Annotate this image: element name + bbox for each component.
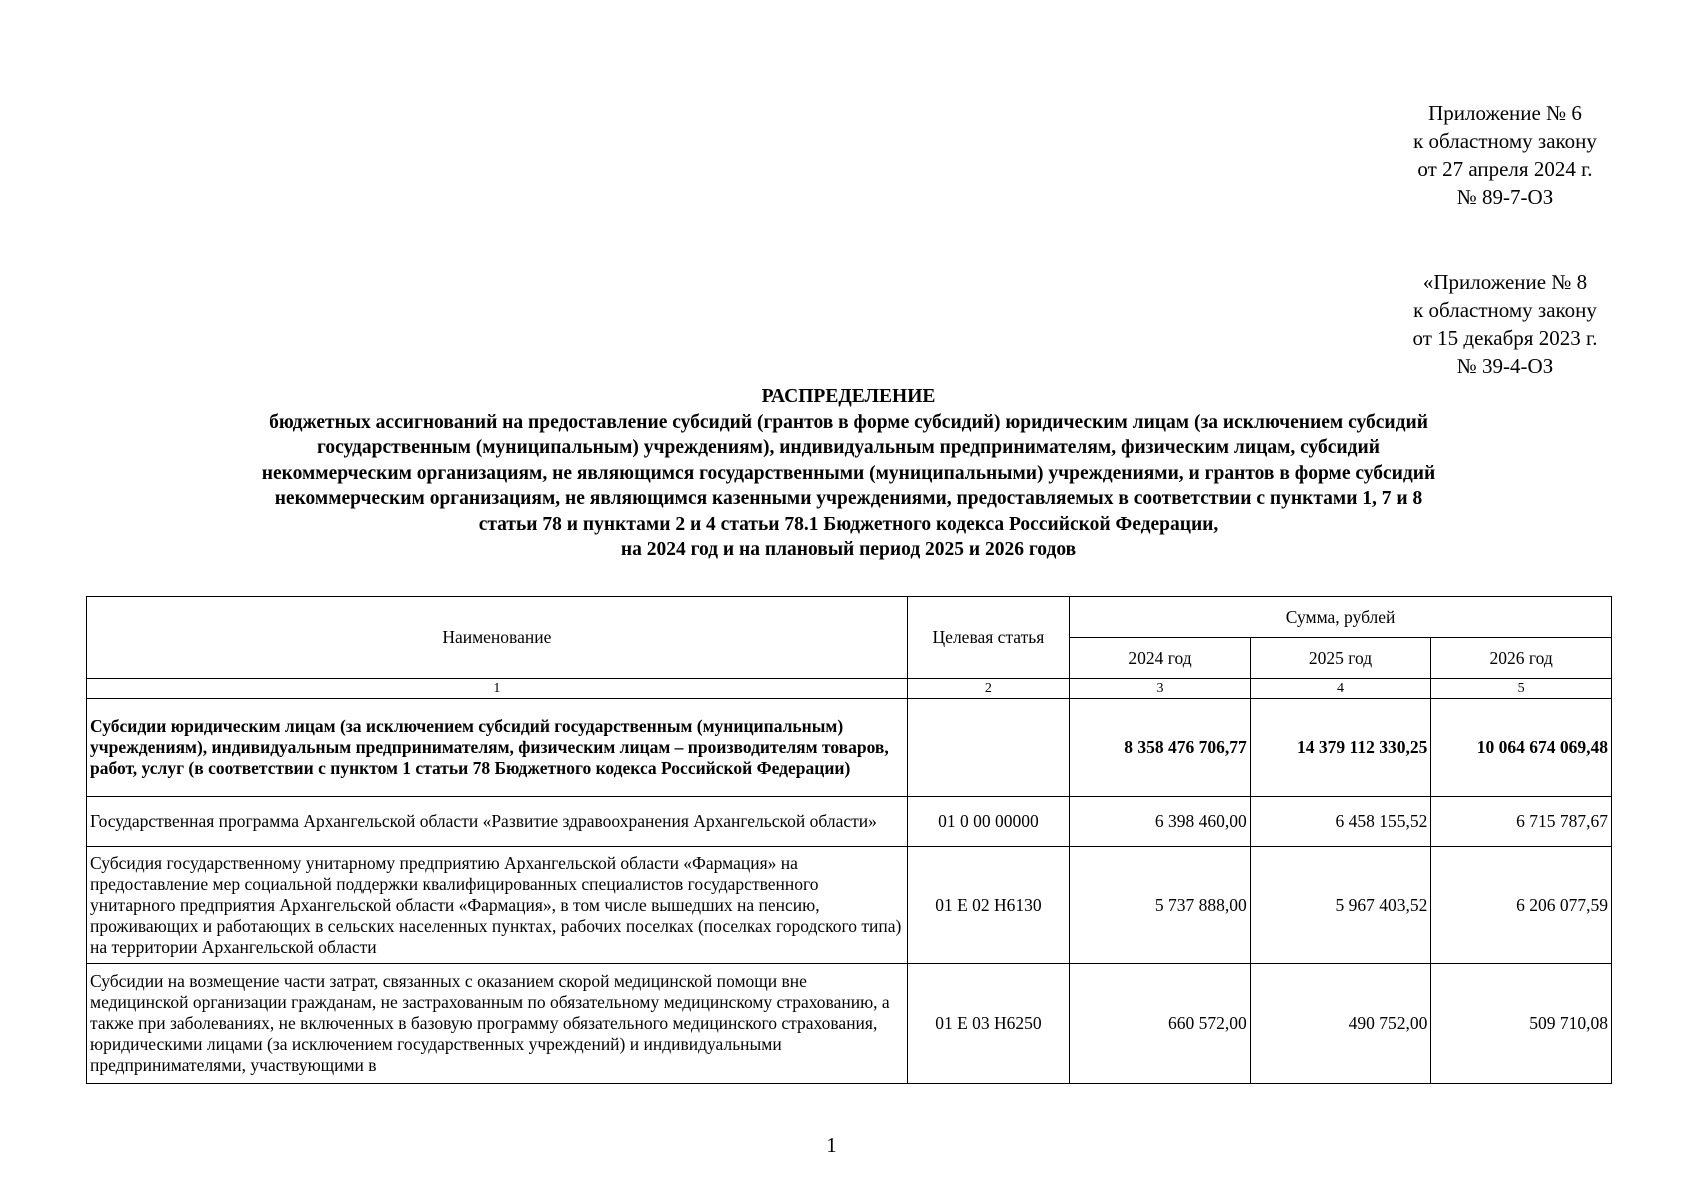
appendix-amended-line: к областному закону [1413, 298, 1597, 322]
appendix-current-line: № 89-7-ОЗ [1456, 185, 1554, 209]
row-name-clip [90, 964, 904, 1083]
header-name: Наименование [87, 597, 908, 679]
appendix-amended-line: № 39-4-ОЗ [1456, 354, 1554, 378]
title-line: на 2024 год и на плановый период 2025 и 2026 годов [620, 539, 1077, 560]
column-number: 1 [87, 679, 908, 699]
appendix-current-line: Приложение № 6 [1428, 101, 1582, 125]
title-line: бюджетных ассигнований на предоставление субсидий (грантов в форме субсидий) юридическим лицам (за исключением субсидий [269, 411, 1428, 433]
header-year-2025: 2025 год [1250, 638, 1431, 679]
row-amount-2026: 6 206 077,59 [1431, 847, 1612, 964]
row-amount-2024: 5 737 888,00 [1070, 847, 1251, 964]
column-number: 4 [1250, 679, 1431, 699]
row-amount-2025: 6 458 155,52 [1250, 797, 1431, 847]
header-sum: Сумма, рублей [1070, 597, 1612, 638]
row-name-cell [87, 964, 908, 1084]
title-line: государственным (муниципальным) учреждениям), индивидуальным предпринимателям, физическим лицам, субсидий [316, 437, 1380, 458]
row-name: Государственная программа Архангельской области «Развитие здравоохранения Архангельской области» [87, 797, 908, 847]
row-name: Субсидии юридическим лицам (за исключением субсидий государственным (муниципальным) учреждениям), индивидуальным предпринимателям, физическим лицам – производителям товаров, работ, услуг (в соответствии с пунктом 1 статьи 78 Бюджетного кодекса Российской Федерации) [87, 699, 908, 797]
appendix-current-line: к областному закону [1413, 129, 1597, 153]
column-number-row [87, 679, 1612, 699]
appendix-amended-line: «Приложение № 8 [1422, 270, 1588, 294]
row-code: 01 0 00 00000 [907, 797, 1070, 847]
table-row [87, 847, 1612, 964]
header-year-2024: 2024 год [1070, 638, 1251, 679]
appendix-amended-reference [1355, 268, 1655, 380]
column-number: 2 [907, 679, 1070, 699]
row-amount-2024: 660 572,00 [1070, 964, 1251, 1084]
row-amount-2024: 8 358 476 706,77 [1070, 699, 1251, 797]
column-number: 5 [1431, 679, 1612, 699]
row-amount-2025: 490 752,00 [1250, 964, 1431, 1084]
row-name: Субсидии на возмещение части затрат, связанных с оказанием скорой медицинской помощи вне медицинской организации гражданам, не застрахованным по обязательному медицинскому страхованию, а также при заболеваниях, не включенных в базовую программу обязательного медицинского страхования, юридическими лицами (за исключением государственных учреждений) и индивидуальными предпринимателями, участвующими в [90, 971, 890, 1075]
title-line: некоммерческим организациям, не являющимся государственными (муниципальными) учреждениями, и грантов в форме субсидий [261, 462, 1436, 484]
page-number: 1 [826, 1133, 837, 1157]
row-amount-2025: 14 379 112 330,25 [1250, 699, 1431, 797]
header-year-2026: 2026 год [1431, 638, 1612, 679]
document-title [100, 384, 1597, 563]
row-code [907, 699, 1070, 797]
row-amount-2026: 509 710,08 [1431, 964, 1612, 1084]
row-name: Субсидия государственному унитарному предприятию Архангельской области «Фармация» на предоставление мер социальной поддержки квалифицированных специалистов государственного унитарного предприятия Архангельской области «Фармация», в том числе вышедших на пенсию, проживающих и работающих в сельских населенных пунктах, рабочих поселках (поселках городского типа) на территории Архангельской области [87, 847, 908, 964]
row-amount-2026: 10 064 674 069,48 [1431, 699, 1612, 797]
table-row [87, 964, 1612, 1084]
row-code: 01 Е 03 Н6250 [907, 964, 1070, 1084]
table-row [87, 699, 1612, 797]
appendix-current-reference [1355, 99, 1655, 211]
header-code: Целевая статья [907, 597, 1070, 679]
row-code: 01 Е 02 Н6130 [907, 847, 1070, 964]
title-line: статьи 78 и пунктами 2 и 4 статьи 78.1 Бюджетного кодекса Российской Федерации, [478, 513, 1219, 535]
row-amount-2026: 6 715 787,67 [1431, 797, 1612, 847]
table-row [87, 797, 1612, 847]
row-amount-2025: 5 967 403,52 [1250, 847, 1431, 964]
appendix-current-line: от 27 апреля 2024 г. [1417, 157, 1593, 181]
table-header-row [87, 597, 1612, 638]
row-amount-2024: 6 398 460,00 [1070, 797, 1251, 847]
appendix-amended-line: от 15 декабря 2023 г. [1412, 326, 1598, 350]
budget-allocation-table [86, 596, 1612, 1084]
column-number: 3 [1070, 679, 1251, 699]
title-heading: РАСПРЕДЕЛЕНИЕ [761, 386, 936, 407]
title-line: некоммерческим организациям, не являющимся казенными учреждениями, предоставляемых в соответствии с пунктами 1, 7 и 8 [274, 488, 1423, 509]
